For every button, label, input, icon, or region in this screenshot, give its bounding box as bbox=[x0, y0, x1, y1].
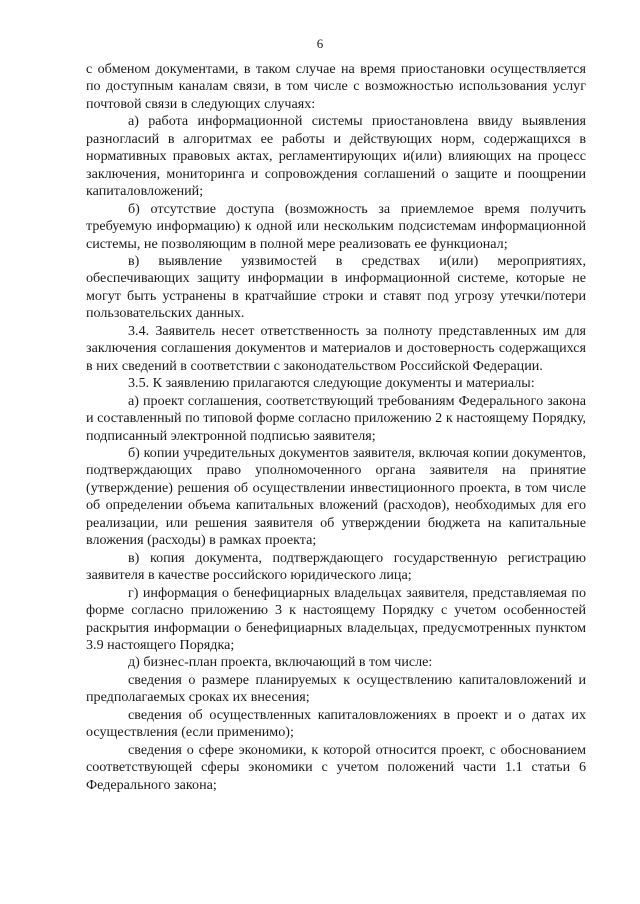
paragraph-continuation: с обменом документами, в таком случае на время приостановки осуществляется по доступным каналам связи, в том числе с возможностью использования услуг почтовой связи в следующих случаях: bbox=[86, 61, 586, 112]
paragraph-item-g-beneficial-owners: г) информация о бенефициарных владельцах заявителя, представляемая по форме согласно приложению 3 к настоящему Порядку с учетом особенностей раскрытия информации о бенефициарных владельцах, предусмотренных пунктом 3.9 настоящего Порядка; bbox=[86, 584, 586, 653]
paragraph-item-a-draft-agreement: а) проект соглашения, соответствующий требованиям Федерального закона и составленный по типовой форме согласно приложению 2 к настоящему Порядку, подписанный электронной подписью заявителя; bbox=[86, 392, 586, 444]
paragraph-item-v-vulnerabilities: в) выявление уязвимостей в средствах и(или) мероприятиях, обеспечивающих защиту информации в информационной системе, которые не могут быть устранены в кратчайшие строки и ставят под угрозу утечки/потери пользовательских данных. bbox=[86, 252, 586, 322]
paragraph-item-v-registration-copy: в) копия документа, подтверждающего государственную регистрацию заявителя в качестве российского юридического лица; bbox=[86, 549, 586, 584]
paragraph-economic-sector: сведения о сфере экономики, к которой относится проект, с обоснованием соответствующей сферы экономики с учетом положений части 1.1 статьи 6 Федерального закона; bbox=[86, 741, 586, 793]
paragraph-investment-made: сведения об осуществленных капиталовложениях в проект и о датах их осуществления (если применимо); bbox=[86, 706, 586, 741]
paragraph-item-b-founding-documents: б) копии учредительных документов заявителя, включая копии документов, подтверждающих право уполномоченного органа заявителя на принятие (утверждение) решения об осуществлении инвестиционного проекта, в том числе об определении объема капитальных вложений (расходов), необходимых для его реализации, или решения заявителя об утверждении бюджета на капитальные вложения (расходы) в рамках проекта; bbox=[86, 444, 586, 549]
document-body bbox=[86, 61, 586, 794]
paragraph-item-d-business-plan: д) бизнес-план проекта, включающий в том числе: bbox=[128, 654, 433, 671]
page-number: 6 bbox=[316, 36, 324, 51]
paragraph-clause-3-4: 3.4. Заявитель несет ответственность за полноту представленных им для заключения соглашения документов и материалов и достоверность содержащихся в них сведений в соответствии с законодательством Российской Федерации. bbox=[86, 322, 586, 374]
paragraph-investment-amount: сведения о размере планируемых к осуществлению капиталовложений и предполагаемых сроках их внесения; bbox=[86, 671, 586, 706]
paragraph-item-b-no-access: б) отсутствие доступа (возможность за приемлемое время получить требуемую информацию) к одной или нескольким подсистемам информационной системы, не позволяющим в полной мере реализовать ее функционал; bbox=[86, 200, 586, 252]
paragraph-item-a-system-suspended: а) работа информационной системы приостановлена ввиду выявления разногласий в алгоритмах ее работы и действующих норм, содержащихся в нормативных правовых актах, регламентирующих и(или) влияющих на процесс заключения, мониторинга и сопровождения соглашений о защите и поощрении капиталовложений; bbox=[86, 113, 586, 200]
paragraph-clause-3-5: 3.5. К заявлению прилагаются следующие документы и материалы: bbox=[128, 375, 535, 392]
